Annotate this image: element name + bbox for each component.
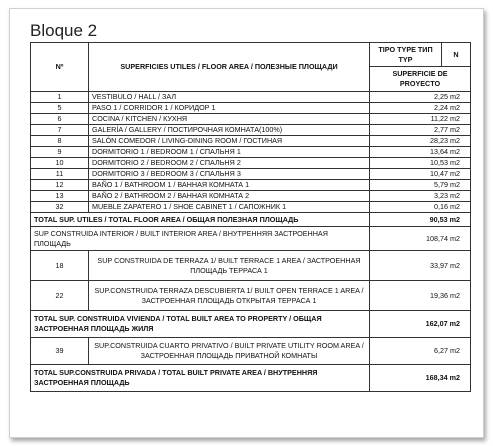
row-num: 12: [31, 180, 89, 191]
total-vivienda-label: TOTAL SUP. CONSTRUIDA VIVIENDA / TOTAL BUILT AREA TO PROPERTY / ОБЩАЯ ЗАСТРОЕННАЯ ПЛОЩАДЬ ЖИЛЯ: [31, 311, 370, 338]
row-desc: MUEBLE ZAPATERO 1 / SHOE CABINET 1 / САПОЖНИК 1: [89, 202, 370, 213]
row-area: 10,53 m2: [370, 158, 471, 169]
header-n: N: [442, 43, 471, 67]
cuarto-desc: SUP.CONSTRUIDA CUARTO PRIVATIVO / BUILT PRIVATE UTILITY ROOM AREA / ЗАСТРОЕННАЯ ПЛОЩАДЬ ПРИВАТНОЙ КОМНАТЫ: [89, 338, 370, 365]
row-num: 7: [31, 125, 89, 136]
terraza-descubierta-row: [31, 281, 471, 311]
terraza-num: 18: [31, 251, 89, 281]
header-tipo: TIPO TYPE ТИП TYP: [370, 43, 442, 67]
row-area: 28,23 m2: [370, 136, 471, 147]
total-utiles-label: TOTAL SUP. UTILES / TOTAL FLOOR AREA / ОБЩАЯ ПОЛЕЗНАЯ ПЛОЩАДЬ: [31, 213, 370, 227]
row-num: 11: [31, 169, 89, 180]
table-row: [31, 136, 471, 147]
total-privada-value: 168,34 m2: [370, 365, 471, 392]
row-area: 3,23 m2: [370, 191, 471, 202]
sup-interior-row: [31, 227, 471, 251]
table-row: [31, 169, 471, 180]
row-desc: BAÑO 1 / BATHROOM 1 / ВАННАЯ КОМНАТА 1: [89, 180, 370, 191]
row-area: 2,25 m2: [370, 92, 471, 103]
table-row: [31, 125, 471, 136]
row-num: 1: [31, 92, 89, 103]
row-num: 13: [31, 191, 89, 202]
terraza-descubierta-num: 22: [31, 281, 89, 311]
row-desc: COCINA / KITCHEN / КУХНЯ: [89, 114, 370, 125]
header-superficie: SUPERFICIE DE PROYECTO: [370, 67, 471, 92]
terraza-area: 33,97 m2: [370, 251, 471, 281]
table-row: [31, 114, 471, 125]
document-page: [9, 8, 484, 438]
row-area: 13,64 m2: [370, 147, 471, 158]
terraza-descubierta-desc: SUP.CONSTRUIDA TERRAZA DESCUBIERTA 1/ BUILT OPEN TERRACE 1 AREA / ЗАСТРОЕННАЯ ПЛОЩАДЬ ОТКРЫТАЯ ТЕРРАСА 1: [89, 281, 370, 311]
page-title: Bloque 2: [30, 21, 98, 40]
row-num: 6: [31, 114, 89, 125]
total-vivienda-row: [31, 311, 471, 338]
total-utiles-row: [31, 213, 471, 227]
row-desc: SALÓN COMEDOR / LIVING-DINING ROOM / ГОСТИНАЯ: [89, 136, 370, 147]
area-table: [30, 42, 471, 392]
row-num: 10: [31, 158, 89, 169]
cuarto-row: [31, 338, 471, 365]
cuarto-num: 39: [31, 338, 89, 365]
row-num: 8: [31, 136, 89, 147]
row-num: 9: [31, 147, 89, 158]
row-desc: DORMITORIO 3 / BEDROOM 3 / СПАЛЬНЯ 3: [89, 169, 370, 180]
sup-interior-label: SUP CONSTRUIDA INTERIOR / BUILT INTERIOR AREA / ВНУТРЕННЯЯ ЗАСТРОЕННАЯ ПЛОЩАДЬ: [31, 227, 370, 251]
row-desc: VESTIBULO / HALL / ЗАЛ: [89, 92, 370, 103]
row-desc: BAÑO 2 / BATHROOM 2 / ВАННАЯ КОМНАТА 2: [89, 191, 370, 202]
table-row: [31, 191, 471, 202]
row-desc: PASO 1 / CORRIDOR 1 / КОРИДОР 1: [89, 103, 370, 114]
terraza-desc: SUP CONSTRUIDA DE TERRAZA 1/ BUILT TERRACE 1 AREA / ЗАСТРОЕННАЯ ПЛОЩАДЬ ТЕРРАСА 1: [89, 251, 370, 281]
header-num: Nº: [31, 43, 89, 92]
terraza-descubierta-area: 19,36 m2: [370, 281, 471, 311]
row-num: 32: [31, 202, 89, 213]
total-vivienda-value: 162,07 m2: [370, 311, 471, 338]
total-utiles-value: 90,53 m2: [370, 213, 471, 227]
header-area-desc: SUPERFICIES UTILES / FLOOR AREA / ПОЛЕЗНЫЕ ПЛОЩАДИ: [89, 43, 370, 92]
table-row: [31, 147, 471, 158]
row-area: 10,47 m2: [370, 169, 471, 180]
sup-interior-value: 108,74 m2: [370, 227, 471, 251]
row-desc: GALERÍA / GALLERY / ПОСТИРОЧНАЯ КОМНАТА(100%): [89, 125, 370, 136]
total-privada-label: TOTAL SUP.CONSTRUIDA PRIVADA / TOTAL BUILT PRIVATE AREA / ВНУТРЕННЯЯ ЗАСТРОЕННАЯ ПЛОЩАДЬ: [31, 365, 370, 392]
cuarto-area: 6,27 m2: [370, 338, 471, 365]
row-desc: DORMITORIO 2 / BEDROOM 2 / СПАЛЬНЯ 2: [89, 158, 370, 169]
table-row: [31, 92, 471, 103]
table-row: [31, 103, 471, 114]
terraza-row: [31, 251, 471, 281]
table-row: [31, 158, 471, 169]
row-area: 0,16 m2: [370, 202, 471, 213]
table-row: [31, 180, 471, 191]
row-desc: DORMITORIO 1 / BEDROOM 1 / СПАЛЬНЯ 1: [89, 147, 370, 158]
table-row: [31, 202, 471, 213]
row-area: 5,79 m2: [370, 180, 471, 191]
row-area: 11,22 m2: [370, 114, 471, 125]
row-area: 2,77 m2: [370, 125, 471, 136]
row-num: 5: [31, 103, 89, 114]
total-privada-row: [31, 365, 471, 392]
row-area: 2,24 m2: [370, 103, 471, 114]
